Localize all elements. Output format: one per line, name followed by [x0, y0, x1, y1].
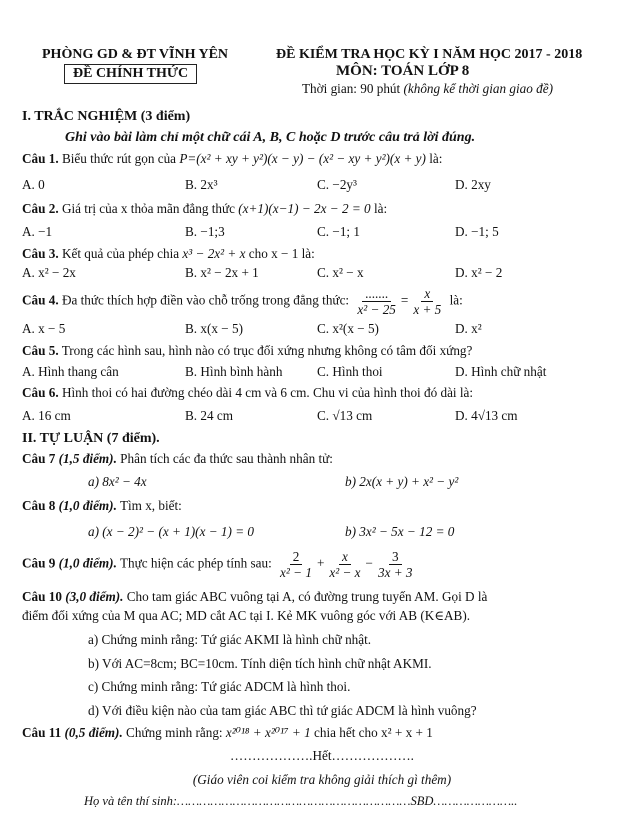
option-c: C. Hình thoi	[317, 364, 383, 379]
question-label: Câu 6.	[22, 385, 59, 400]
exam-time-note: (không kể thời gian giao đề)	[403, 81, 553, 96]
invigilator-note: (Giáo viên coi kiểm tra không giải thích gì thêm)	[192, 772, 452, 787]
part-d: d) Với điều kiện nào của tam giác ABC thì tứ giác ADCM là hình vuông?	[88, 703, 477, 718]
option-a: A. x − 5	[22, 321, 66, 336]
operator: +	[316, 555, 325, 571]
option-b: B. 2x³	[185, 177, 218, 192]
question-text: Thực hiện các phép tính sau:	[119, 555, 272, 571]
candidate-name-line: Họ và tên thí sinh:………………………………………………………SBD…………………..	[84, 794, 518, 808]
question-text: Kết quả của phép chia	[61, 246, 180, 261]
question-expression: x²⁰¹⁸ + x²⁰¹⁷ + 1	[225, 725, 311, 740]
question-text: Đa thức thích hợp điền vào chỗ trống trong đẳng thức:	[61, 292, 350, 308]
fraction-numerator: 2	[290, 549, 303, 565]
option-c: C. −1; 1	[317, 224, 360, 239]
question-label: Câu 8	[22, 498, 56, 513]
question-8	[22, 498, 624, 514]
official-label: ĐỀ CHÍNH THỨC	[64, 64, 197, 84]
fraction-denominator: x² − x	[329, 565, 361, 580]
question-7	[22, 451, 624, 467]
question-points: (0,5 điểm).	[64, 725, 123, 740]
option-d: D. x²	[455, 321, 482, 336]
fraction-right	[410, 286, 444, 317]
question-text: Chứng minh rằng:	[126, 725, 223, 740]
fraction-numerator: .......	[362, 286, 391, 302]
question-4: Câu 4. Đa thức thích hợp điền vào chỗ trống trong đẳng thức: $\frac{.......}{\text{x² − 25}}$ = $\frac{x}{x + 5}$ là:	[22, 286, 463, 317]
question-expression: P=(x² + xy + y²)(x − y) − (x² − xy + y²)(x + y)	[179, 151, 426, 166]
option-a: A. −1	[22, 224, 53, 239]
question-tail: là:	[373, 201, 388, 216]
part-b: b) 3x² − 5x − 12 = 0	[345, 524, 455, 539]
option-c: C. x² − x	[317, 265, 364, 280]
question-expression: x³ − 2x² + x	[182, 246, 246, 261]
option-b: B. 24 cm	[185, 408, 233, 423]
fraction-denominator: x² − 25	[357, 302, 396, 317]
part-a: a) 8x² − 4x	[88, 474, 147, 489]
option-c: C. x²(x − 5)	[317, 321, 379, 336]
part1-instruction: Ghi vào bài làm chỉ một chữ cái A, B, C hoặc D trước câu trả lời đúng.	[65, 130, 476, 145]
question-2	[22, 201, 624, 217]
fraction-numerator: 3	[389, 549, 402, 565]
question-label: Câu 4.	[22, 292, 59, 308]
question-10	[22, 589, 624, 605]
option-b: B. −1;3	[185, 224, 225, 239]
question-11	[22, 725, 624, 741]
exam-time	[302, 81, 553, 97]
question-3	[22, 246, 624, 262]
question-label: Câu 1.	[22, 151, 59, 166]
question-tail: cho x − 1 là:	[248, 246, 315, 261]
exam-time-text: Thời gian: 90 phút	[302, 81, 401, 96]
part1-heading: I. TRẮC NGHIỆM (3 điểm)	[22, 109, 191, 124]
question-10-line2: điểm đối xứng của M qua AC; MD cắt AC tại I. Kẻ MK vuông góc với AB (K∈AB).	[22, 608, 471, 623]
fraction-denominator: x² − 1	[280, 565, 312, 580]
fraction-denominator: 3x + 3	[377, 565, 413, 580]
operator: −	[365, 555, 373, 571]
question-tail: chia hết cho x² + x + 1	[314, 725, 433, 740]
fraction-2	[326, 549, 363, 580]
option-a: A. 16 cm	[22, 408, 71, 423]
question-label: Câu 7	[22, 451, 56, 466]
option-b: B. x² − 2x + 1	[185, 265, 259, 280]
question-text: Phân tích các đa thức sau thành nhân tử:	[120, 451, 333, 466]
part-a: a) (x − 2)² − (x + 1)(x − 1) = 0	[88, 524, 254, 539]
option-d: D. Hình chữ nhật	[455, 364, 547, 379]
fraction-numerator: x	[421, 286, 433, 302]
part2-heading: II. TỰ LUẬN (7 điểm).	[22, 431, 160, 446]
fraction-3	[375, 549, 416, 580]
department-name: PHÒNG GD & ĐT VĨNH YÊN	[42, 47, 229, 62]
exam-title: ĐỀ KIỂM TRA HỌC KỲ I NĂM HỌC 2017 - 2018	[276, 47, 583, 62]
option-a: A. x² − 2x	[22, 265, 76, 280]
question-tail: là:	[429, 151, 443, 166]
question-label: Câu 5.	[22, 343, 59, 358]
question-text: Trong các hình sau, hình nào có trục đối xứng nhưng không có tâm đối xứng?	[61, 343, 473, 358]
question-tail: là:	[449, 292, 463, 308]
option-c: C. √13 cm	[317, 408, 373, 423]
exam-subject: MÔN: TOÁN LỚP 8	[336, 63, 470, 79]
option-c: C. −2y³	[317, 177, 357, 192]
question-text: Hình thoi có hai đường chéo dài 4 cm và 6 cm. Chu vi của hình thoi đó dài là:	[61, 385, 474, 400]
question-points: (1,0 điểm).	[58, 498, 117, 513]
option-a: A. Hình thang cân	[22, 364, 119, 379]
question-text: Giá trị của x thỏa mãn đẳng thức	[61, 201, 235, 216]
option-a: A. 0	[22, 177, 45, 192]
question-text: Tìm x, biết:	[119, 498, 182, 513]
fraction-numerator: x	[339, 549, 351, 565]
fraction-1	[277, 549, 315, 580]
question-6	[22, 385, 624, 401]
question-label: Câu 2.	[22, 201, 59, 216]
part-b: b) 2x(x + y) + x² − y²	[345, 474, 459, 489]
option-d: D. 4√13 cm	[455, 408, 518, 423]
option-b: B. Hình bình hành	[185, 364, 283, 379]
option-d: D. −1; 5	[455, 224, 499, 239]
question-text: Biểu thức rút gọn của	[61, 151, 177, 166]
fraction-left	[354, 286, 399, 317]
question-points: (1,5 điểm).	[58, 451, 117, 466]
question-points: (3,0 điểm).	[65, 589, 124, 604]
part-c: c) Chứng minh rằng: Tứ giác ADCM là hình thoi.	[88, 679, 351, 694]
question-9	[22, 549, 624, 580]
question-expression: (x+1)(x−1) − 2x − 2 = 0	[238, 201, 371, 216]
question-1	[22, 151, 624, 167]
question-label: Câu 3.	[22, 246, 59, 261]
part-b: b) Với AC=8cm; BC=10cm. Tính diện tích hình chữ nhật AKMI.	[88, 656, 432, 671]
option-b: B. x(x − 5)	[185, 321, 243, 336]
option-d: D. 2xy	[455, 177, 491, 192]
question-points: (1,0 điểm).	[58, 555, 117, 571]
question-label: Câu 10	[22, 589, 62, 604]
option-d: D. x² − 2	[455, 265, 503, 280]
question-text: Cho tam giác ABC vuông tại A, có đường trung tuyến AM. Gọi D là	[126, 589, 488, 604]
question-5	[22, 343, 624, 359]
part-a: a) Chứng minh rằng: Tứ giác AKMI là hình chữ nhật.	[88, 632, 372, 647]
question-label: Câu 11	[22, 725, 62, 740]
fraction-denominator: x + 5	[413, 302, 442, 317]
question-label: Câu 9	[22, 555, 56, 571]
end-marker: ……………….Hết……………….	[230, 748, 414, 763]
